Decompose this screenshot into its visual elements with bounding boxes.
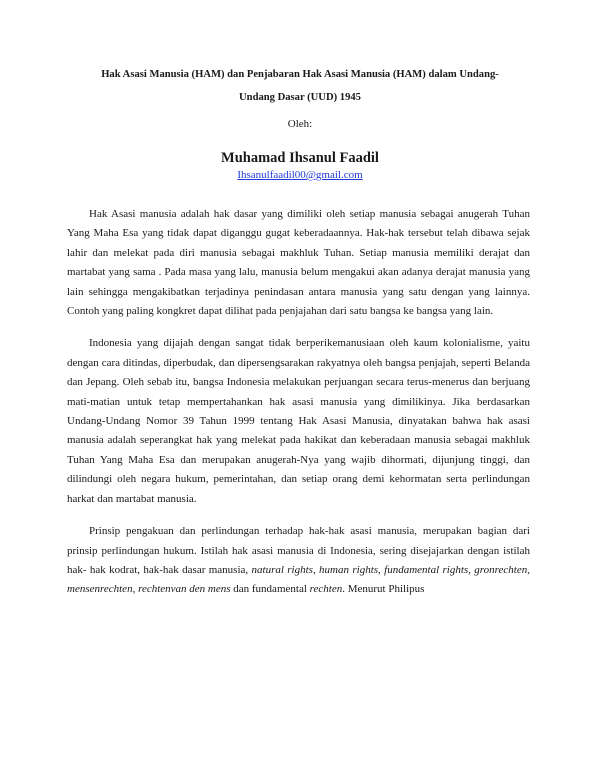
title-line-1: Hak Asasi Manusia (HAM) dan Penjabaran Hak Asasi Manusia (HAM) dalam Undang- (101, 69, 499, 80)
paragraph-3 (67, 522, 530, 600)
paragraph-3-text-a: Prinsip pengakuan dan perlindungan terhadap hak-hak asasi manusia, merupakan bagian dari prinsip perlindungan hukum. Istilah hak asasi manusia di Indonesia, sering disejajarkan dengan istilah hak- hak kodrat, hak-hak dasar manusia, (67, 525, 530, 576)
author-name: Muhamad Ihsanul Faadil (221, 150, 379, 166)
paragraph-3-text-b: dan fundamental (230, 583, 310, 596)
paragraph-3-italic-terms: natural rights, human rights, fundamental rights, gronrechten, mensenrechten, rechtenvan den mens (67, 563, 530, 596)
oleh-label: Oleh: (287, 118, 313, 130)
paragraph-3-italic-rechten: rechten (309, 583, 343, 596)
paragraph-2: Indonesia yang dijajah dengan sangat tidak berperikemanusiaan oleh kaum kolonialisme, yaitu dengan cara ditindas, diperbudak, dan dipersengsarakan rakyatnya oleh bangsa penjajah, seperti Belanda dan Jepang. Oleh sebab itu, bangsa Indonesia melakukan perjuangan secara terus-menerus dan berjuang mati-matian untuk tetap mempertahankan hak asasi manusia yang dimilikinya. Jika berdasarkan Undang-Undang Nomor 39 Tahun 1999 tentang Hak Asasi Manusia, dinyatakan bahwa hak asasi manusia adalah seperangkat hak yang melekat pada hakikat dan keberadaan manusia sebagai makhluk Tuhan Yang Maha Esa dan merupakan anugerah-Nya yang wajib dihormati, dijunjung tinggi, dan dilindungi oleh negara hukum, pemerintahan, dan setiap orang demi kehormatan serta perlindungan harkat dan martabat manusia. (67, 337, 530, 505)
author-email-link[interactable]: Ihsanulfaadil00@gmail.com (237, 169, 363, 181)
paragraph-1: Hak Asasi manusia adalah hak dasar yang dimiliki oleh setiap manusia sebagai anugerah Tuhan Yang Maha Esa yang tidak dapat diganggu gugat keberadaannya. Hak-hak tersebut telah dibawa sejak lahir dan melekat pada diri manusia sebagai makhluk Tuhan. Setiap manusia memiliki derajat dan martabat yang sama . Pada masa yang lalu, manusia belum mengakui akan adanya derajat manusia yang lain sehingga mengakibatkan terjadinya penindasan antara manusia yang satu dengan yang lainnya. Contoh yang paling kongkret dapat dilihat pada penjajahan dari satu bangsa ke bangsa yang lain. (67, 208, 530, 318)
document-body (67, 205, 530, 613)
title-line-2: Undang Dasar (UUD) 1945 (239, 92, 361, 103)
paragraph-3-text-c: . Menurut Philipus (342, 583, 425, 596)
document-title (70, 63, 530, 109)
